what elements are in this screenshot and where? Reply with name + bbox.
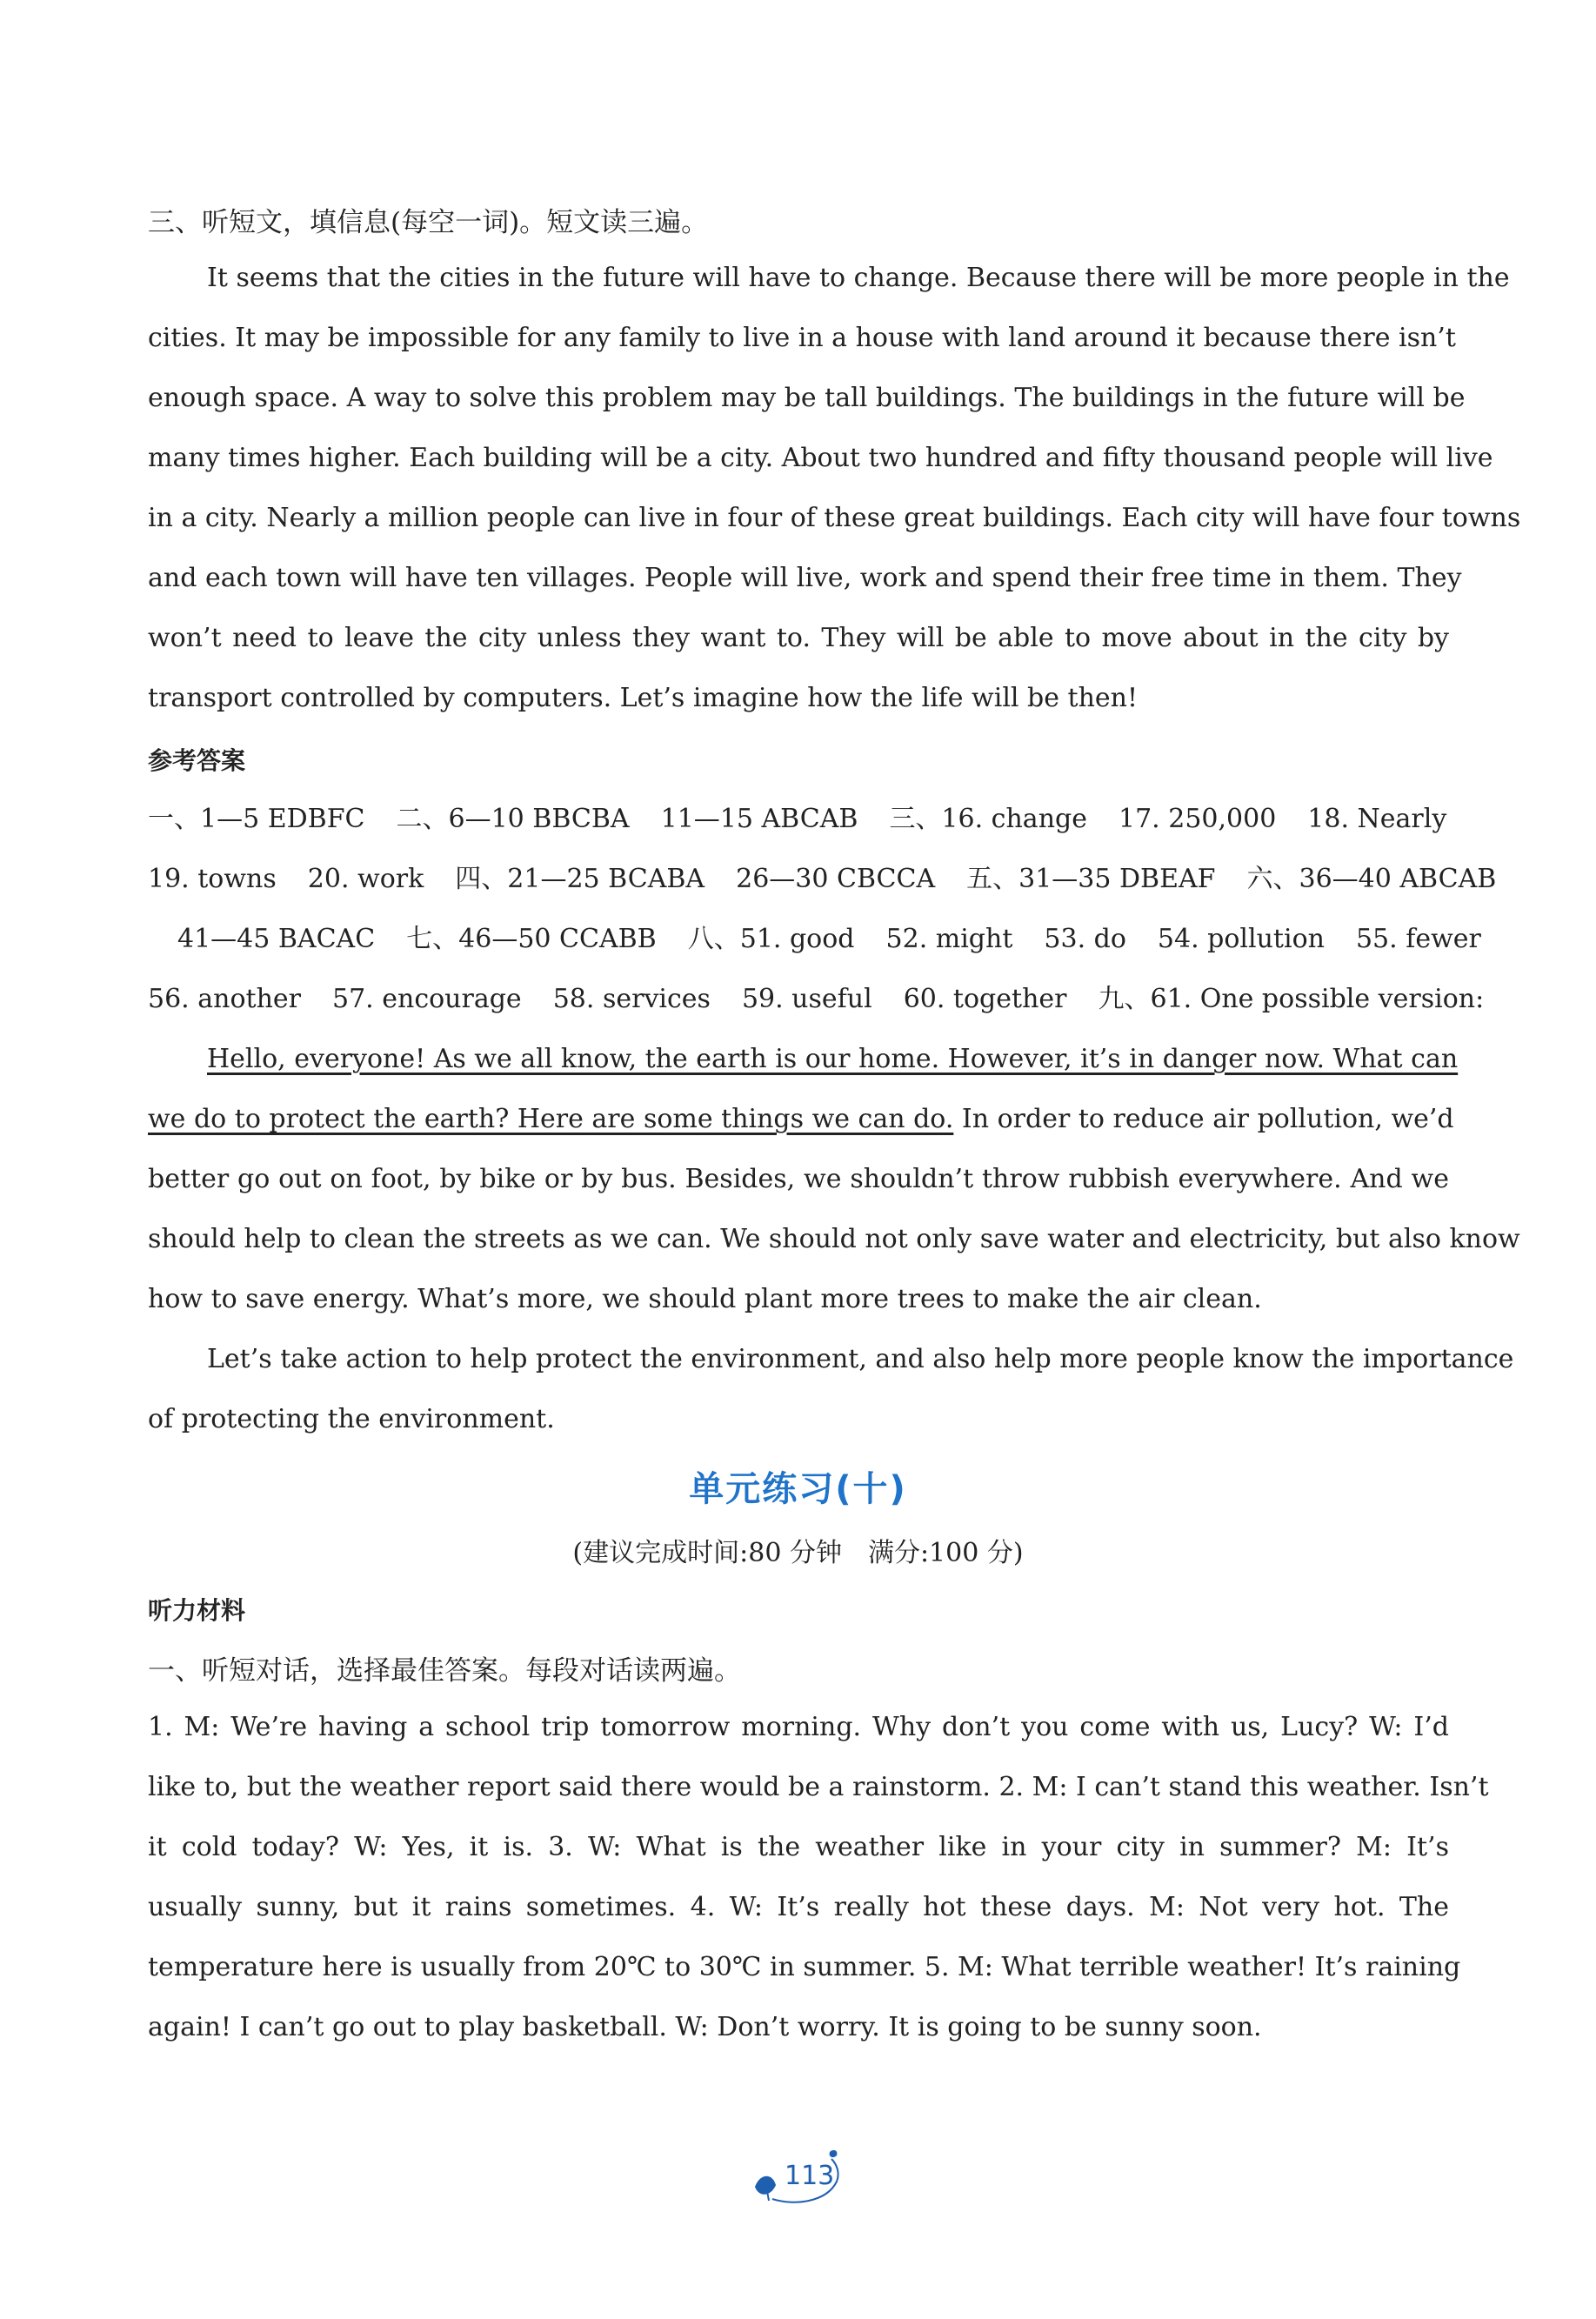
essay-underlined-text: we do to protect the earth? Here are some things we can do. <box>148 1104 954 1134</box>
essay-line: how to save energy. What’s more, we should plant more trees to make the air clean. <box>148 1284 1262 1314</box>
answer-row-2 <box>148 862 1497 897</box>
answer-item: 四、21—25 BCABA <box>455 864 705 894</box>
listening-heading: 听力材料 <box>148 1596 246 1625</box>
listening-section1-heading: 一、听短对话，选择最佳答案。每段对话读两遍。 <box>148 1655 741 1687</box>
listening-line: it cold today? W: Yes, it is. 3. W: What is the weather like in your city in summer? M: It’s <box>148 1832 1449 1862</box>
listening-line: like to, but the weather report said there would be a rainstorm. 2. M: I can’t stand this weather. Isn’t <box>148 1772 1489 1802</box>
answer-item: 54. pollution <box>1157 924 1325 954</box>
passage-line: in a city. Nearly a million people can live in four of these great buildings. Each city will have four towns <box>148 503 1521 533</box>
page-footer <box>746 2147 851 2208</box>
answer-item: 20. work <box>307 864 424 894</box>
essay-line: Hello, everyone! As we all know, the earth is our home. However, it’s in danger now. What can <box>207 1044 1459 1074</box>
answer-item: 26—30 CBCCA <box>736 864 936 894</box>
answer-item: 17. 250,000 <box>1118 804 1277 834</box>
answer-item: 八、51. good <box>687 924 855 954</box>
passage-line: cities. It may be impossible for any family to live in a house with land around it because there isn’t <box>148 323 1456 353</box>
passage-line: many times higher. Each building will be a city. About two hundred and fifty thousand people will live <box>148 443 1493 473</box>
listening-line: 1. M: We’re having a school trip tomorrow morning. Why don’t you come with us, Lucy? W: I’d <box>148 1712 1449 1742</box>
answer-row-4 <box>148 982 1485 1017</box>
passage-line: won’t need to leave the city unless they want to. They will be able to move about in the city by <box>148 623 1449 653</box>
unit-title: 单元练习(十) <box>689 1469 907 1509</box>
section3-heading: 三、听短文，填信息(每空一词)。短文读三遍。 <box>148 207 709 238</box>
answer-item: 18. Nearly <box>1307 804 1447 834</box>
answer-item: 60. together <box>903 984 1067 1014</box>
answer-item: 52. might <box>885 924 1013 954</box>
answer-item: 二、6—10 BBCBA <box>396 804 630 834</box>
listening-line: again! I can’t go out to play basketball. W: Don’t worry. It is going to be sunny soon. <box>148 2012 1262 2042</box>
essay-line: better go out on foot, by bike or by bus. Besides, we shouldn’t throw rubbish everywhere. And we <box>148 1164 1449 1194</box>
answer-item: 五、31—35 DBEAF <box>966 864 1216 894</box>
unit-subtitle: (建议完成时间:80 分钟 满分:100 分) <box>572 1538 1024 1568</box>
answer-item: 53. do <box>1044 924 1126 954</box>
essay-line <box>148 1102 1454 1137</box>
answer-item: 59. useful <box>741 984 872 1014</box>
answer-item: 56. another <box>148 984 301 1014</box>
answer-item: 19. towns <box>148 864 277 894</box>
answers-heading: 参考答案 <box>148 746 246 775</box>
answer-item: 一、1—5 EDBFC <box>148 804 365 834</box>
passage-line: It seems that the cities in the future will have to change. Because there will be more people in the <box>207 263 1510 293</box>
answer-item: 11—15 ABCAB <box>660 804 858 834</box>
answer-item: 41—45 BACAC <box>177 924 376 954</box>
answer-row-3 <box>177 922 1479 957</box>
answer-item: 57. encourage <box>332 984 522 1014</box>
listening-line: usually sunny, but it rains sometimes. 4. W: It’s really hot these days. M: Not very hot. The <box>148 1892 1449 1922</box>
answer-item: 六、36—40 ABCAB <box>1246 864 1497 894</box>
essay-text: In order to reduce air pollution, we’d <box>953 1104 1454 1134</box>
answer-item: 三、16. change <box>889 804 1087 834</box>
passage-line: and each town will have ten villages. People will live, work and spend their free time in them. They <box>148 563 1462 593</box>
answer-item: 七、46—50 CCABB <box>406 924 657 954</box>
answer-row-1 <box>148 802 1449 837</box>
answer-item: 58. services <box>552 984 711 1014</box>
page-number: 113 <box>785 2161 835 2191</box>
essay-line: of protecting the environment. <box>148 1404 555 1434</box>
answer-item: 九、61. One possible version: <box>1098 984 1485 1014</box>
essay-line: should help to clean the streets as we can. We should not only save water and electricity, but also know <box>148 1224 1520 1254</box>
answer-item: 55. fewer <box>1355 924 1481 954</box>
passage-line: enough space. A way to solve this problem may be tall buildings. The buildings in the future will be <box>148 383 1466 413</box>
passage-line: transport controlled by computers. Let’s imagine how the life will be then! <box>148 683 1139 713</box>
essay-line: Let’s take action to help protect the environment, and also help more people know the importance <box>207 1344 1514 1374</box>
listening-line: temperature here is usually from 20℃ to 30℃ in summer. 5. M: What terrible weather! It’s raining <box>148 1952 1461 1982</box>
